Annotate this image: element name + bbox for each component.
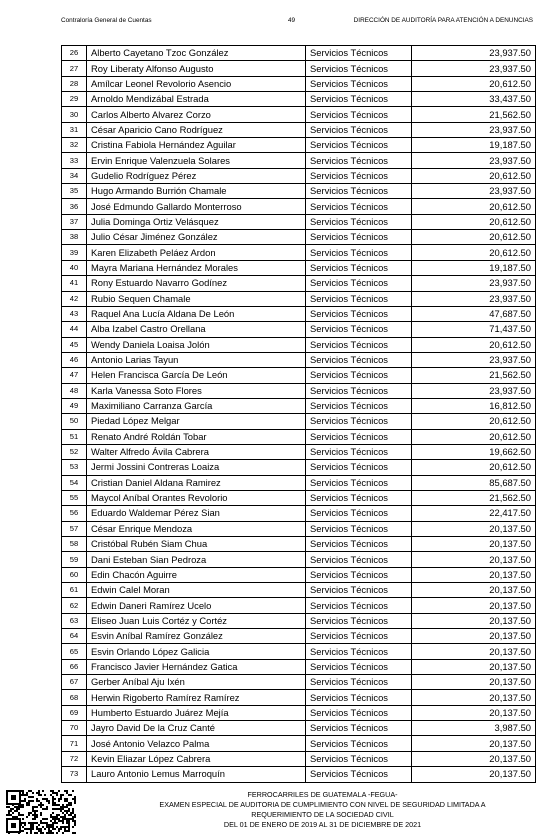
table-row (62, 398, 536, 413)
table-row (62, 613, 536, 628)
payment-amount: 23,937.50 (412, 276, 536, 291)
row-number: 44 (62, 322, 87, 337)
row-number: 61 (62, 583, 87, 598)
employee-name: Rubio Sequen Chamale (87, 291, 306, 306)
service-type: Servicios Técnicos (306, 184, 412, 199)
employee-name: Rony Estuardo Navarro Godínez (87, 276, 306, 291)
row-number: 33 (62, 153, 87, 168)
row-number: 69 (62, 705, 87, 720)
table-row (62, 537, 536, 552)
table-row (62, 475, 536, 490)
employee-name: Alba Izabel Castro Orellana (87, 322, 306, 337)
service-type: Servicios Técnicos (306, 138, 412, 153)
row-number: 36 (62, 199, 87, 214)
row-number: 48 (62, 383, 87, 398)
table-row (62, 675, 536, 690)
payment-amount: 20,612.50 (412, 168, 536, 183)
service-type: Servicios Técnicos (306, 675, 412, 690)
row-number: 65 (62, 644, 87, 659)
employee-name: Ervin Enrique Valenzuela Solares (87, 153, 306, 168)
table-row (62, 583, 536, 598)
service-type: Servicios Técnicos (306, 245, 412, 260)
employee-name: Edin Chacón Aguirre (87, 567, 306, 582)
row-number: 45 (62, 337, 87, 352)
service-type: Servicios Técnicos (306, 490, 412, 505)
employee-name: Dani Esteban Sian Pedroza (87, 552, 306, 567)
payment-amount: 23,937.50 (412, 383, 536, 398)
service-type: Servicios Técnicos (306, 61, 412, 76)
payment-amount: 20,612.50 (412, 414, 536, 429)
table-row (62, 260, 536, 275)
payment-amount: 20,137.50 (412, 583, 536, 598)
employee-name: César Enrique Mendoza (87, 521, 306, 536)
document-footer (100, 790, 545, 830)
employee-name: Renato André Roldán Tobar (87, 429, 306, 444)
employee-name: Antonio Larias Tayun (87, 352, 306, 367)
table-row (62, 490, 536, 505)
table-row (62, 598, 536, 613)
payment-amount: 20,612.50 (412, 199, 536, 214)
row-number: 49 (62, 398, 87, 413)
table-row (62, 61, 536, 76)
row-number: 51 (62, 429, 87, 444)
table-row (62, 736, 536, 751)
payment-amount: 21,562.50 (412, 368, 536, 383)
table-row (62, 76, 536, 91)
row-number: 67 (62, 675, 87, 690)
payment-amount: 23,937.50 (412, 291, 536, 306)
footer-entity: FERROCARRILES DE GUATEMALA -FEGUA- (247, 790, 398, 799)
row-number: 34 (62, 168, 87, 183)
table-row (62, 629, 536, 644)
table-row (62, 521, 536, 536)
employee-name: Raquel Ana Lucía Aldana De León (87, 306, 306, 321)
service-type: Servicios Técnicos (306, 230, 412, 245)
table-row (62, 506, 536, 521)
table-row (62, 214, 536, 229)
payment-amount: 20,137.50 (412, 521, 536, 536)
table-row (62, 92, 536, 107)
table-row (62, 184, 536, 199)
payment-amount: 19,662.50 (412, 444, 536, 459)
payment-amount: 23,937.50 (412, 61, 536, 76)
payment-amount: 20,137.50 (412, 598, 536, 613)
table-row (62, 199, 536, 214)
service-type: Servicios Técnicos (306, 352, 412, 367)
table-row (62, 567, 536, 582)
page-number: 49 (288, 17, 296, 24)
table-row (62, 46, 536, 61)
service-type: Servicios Técnicos (306, 368, 412, 383)
row-number: 66 (62, 659, 87, 674)
table-row (62, 153, 536, 168)
service-type: Servicios Técnicos (306, 629, 412, 644)
payment-amount: 20,612.50 (412, 76, 536, 91)
employee-name: Francisco Javier Hernández Gatica (87, 659, 306, 674)
table-row (62, 230, 536, 245)
payment-amount: 19,187.50 (412, 138, 536, 153)
payment-amount: 20,137.50 (412, 751, 536, 766)
service-type: Servicios Técnicos (306, 690, 412, 705)
service-type: Servicios Técnicos (306, 598, 412, 613)
employee-name: Amílcar Leonel Revolorio Asencio (87, 76, 306, 91)
table-row (62, 383, 536, 398)
payment-amount: 20,137.50 (412, 675, 536, 690)
service-type: Servicios Técnicos (306, 46, 412, 61)
service-type: Servicios Técnicos (306, 736, 412, 751)
row-number: 38 (62, 230, 87, 245)
table-row (62, 337, 536, 352)
employee-name: Alberto Cayetano Tzoc González (87, 46, 306, 61)
service-type: Servicios Técnicos (306, 460, 412, 475)
payment-amount: 20,137.50 (412, 537, 536, 552)
employee-name: Esvin Aníbal Ramírez González (87, 629, 306, 644)
row-number: 63 (62, 613, 87, 628)
payment-amount: 22,417.50 (412, 506, 536, 521)
employee-name: Karla Vanessa Soto Flores (87, 383, 306, 398)
table-row (62, 705, 536, 720)
employee-name: Mayra Mariana Hernández Morales (87, 260, 306, 275)
payment-amount: 85,687.50 (412, 475, 536, 490)
service-type: Servicios Técnicos (306, 92, 412, 107)
employee-name: Humberto Estuardo Juárez Mejía (87, 705, 306, 720)
row-number: 55 (62, 490, 87, 505)
payment-amount: 23,937.50 (412, 153, 536, 168)
footer-period: DEL 01 DE ENERO DE 2019 AL 31 DE DICIEMBRE DE 2021 (223, 820, 422, 829)
employee-name: Hugo Armando Burrión Chamale (87, 184, 306, 199)
table-row (62, 245, 536, 260)
row-number: 27 (62, 61, 87, 76)
table-row (62, 138, 536, 153)
service-type: Servicios Técnicos (306, 705, 412, 720)
payment-amount: 23,937.50 (412, 122, 536, 137)
table-row (62, 352, 536, 367)
service-type: Servicios Técnicos (306, 306, 412, 321)
table-row (62, 414, 536, 429)
payment-amount: 47,687.50 (412, 306, 536, 321)
row-number: 73 (62, 767, 87, 782)
service-type: Servicios Técnicos (306, 751, 412, 766)
table-row (62, 690, 536, 705)
payment-amount: 3,987.50 (412, 721, 536, 736)
employee-name: Herwin Rigoberto Ramírez Ramírez (87, 690, 306, 705)
service-type: Servicios Técnicos (306, 613, 412, 628)
table-row (62, 107, 536, 122)
row-number: 60 (62, 567, 87, 582)
employee-name: José Antonio Velazco Palma (87, 736, 306, 751)
row-number: 40 (62, 260, 87, 275)
table-row (62, 721, 536, 736)
payment-amount: 71,437.50 (412, 322, 536, 337)
employee-name: Arnoldo Mendizábal Estrada (87, 92, 306, 107)
payment-amount: 19,187.50 (412, 260, 536, 275)
payment-amount: 21,562.50 (412, 107, 536, 122)
service-type: Servicios Técnicos (306, 583, 412, 598)
employee-name: Julia Dominga Ortiz Velásquez (87, 214, 306, 229)
row-number: 41 (62, 276, 87, 291)
service-type: Servicios Técnicos (306, 122, 412, 137)
table-row (62, 429, 536, 444)
service-type: Servicios Técnicos (306, 552, 412, 567)
employee-name: Wendy Daniela Loaisa Jolón (87, 337, 306, 352)
table-row (62, 276, 536, 291)
employee-name: Julio César Jiménez González (87, 230, 306, 245)
employee-name: Carlos Alberto Alvarez Corzo (87, 107, 306, 122)
row-number: 53 (62, 460, 87, 475)
qr-code (6, 790, 76, 834)
department-name: DIRECCIÓN DE AUDITORÍA PARA ATENCIÓN A DENUNCIAS (353, 17, 533, 24)
payment-amount: 20,137.50 (412, 567, 536, 582)
employee-name: Kevin Eliazar López Cabrera (87, 751, 306, 766)
payment-amount: 33,437.50 (412, 92, 536, 107)
service-type: Servicios Técnicos (306, 567, 412, 582)
employee-name: Esvin Orlando López Galicia (87, 644, 306, 659)
service-type: Servicios Técnicos (306, 659, 412, 674)
service-type: Servicios Técnicos (306, 214, 412, 229)
row-number: 56 (62, 506, 87, 521)
row-number: 29 (62, 92, 87, 107)
footer-requirement: REQUERIMIENTO DE LA SOCIEDAD CIVIL (251, 810, 394, 819)
table-row (62, 291, 536, 306)
payment-amount: 20,137.50 (412, 613, 536, 628)
row-number: 57 (62, 521, 87, 536)
employee-name: Edwin Calel Moran (87, 583, 306, 598)
service-type: Servicios Técnicos (306, 199, 412, 214)
institution-name: Contraloría General de Cuentas (61, 17, 152, 24)
employee-name: César Aparicio Cano Rodríguez (87, 122, 306, 137)
employee-name: Cristina Fabiola Hernández Aguilar (87, 138, 306, 153)
row-number: 35 (62, 184, 87, 199)
footer-audit-type: EXAMEN ESPECIAL DE AUDITORIA DE CUMPLIMIENTO CON NIVEL DE SEGURIDAD LIMITADA A (159, 800, 486, 809)
payment-amount: 21,562.50 (412, 490, 536, 505)
service-type: Servicios Técnicos (306, 721, 412, 736)
employee-name: Maximiliano Carranza García (87, 398, 306, 413)
row-number: 32 (62, 138, 87, 153)
service-type: Servicios Técnicos (306, 521, 412, 536)
payment-amount: 20,612.50 (412, 337, 536, 352)
service-type: Servicios Técnicos (306, 398, 412, 413)
payment-amount: 20,612.50 (412, 429, 536, 444)
payment-amount: 20,137.50 (412, 629, 536, 644)
payment-amount: 20,612.50 (412, 230, 536, 245)
payment-amount: 23,937.50 (412, 46, 536, 61)
service-type: Servicios Técnicos (306, 537, 412, 552)
service-type: Servicios Técnicos (306, 322, 412, 337)
employee-name: Maycol Aníbal Orantes Revolorio (87, 490, 306, 505)
payment-amount: 20,137.50 (412, 659, 536, 674)
table-row (62, 751, 536, 766)
row-number: 64 (62, 629, 87, 644)
employee-name: Helen Francisca García De León (87, 368, 306, 383)
row-number: 31 (62, 122, 87, 137)
table-row (62, 767, 536, 782)
service-type: Servicios Técnicos (306, 153, 412, 168)
payment-amount: 20,612.50 (412, 245, 536, 260)
service-type: Servicios Técnicos (306, 444, 412, 459)
service-type: Servicios Técnicos (306, 506, 412, 521)
table-row (62, 168, 536, 183)
employee-name: Lauro Antonio Lemus Marroquín (87, 767, 306, 782)
row-number: 58 (62, 537, 87, 552)
employee-name: Jayro David De la Cruz Canté (87, 721, 306, 736)
service-type: Servicios Técnicos (306, 107, 412, 122)
row-number: 43 (62, 306, 87, 321)
payment-amount: 20,137.50 (412, 644, 536, 659)
employee-name: Gudelio Rodríguez Pérez (87, 168, 306, 183)
employee-name: Cristian Daniel Aldana Ramirez (87, 475, 306, 490)
row-number: 47 (62, 368, 87, 383)
row-number: 72 (62, 751, 87, 766)
row-number: 50 (62, 414, 87, 429)
row-number: 70 (62, 721, 87, 736)
row-number: 42 (62, 291, 87, 306)
service-type: Servicios Técnicos (306, 291, 412, 306)
row-number: 52 (62, 444, 87, 459)
service-type: Servicios Técnicos (306, 383, 412, 398)
table-row (62, 322, 536, 337)
employee-name: Walter Alfredo Ávila Cabrera (87, 444, 306, 459)
table-row (62, 659, 536, 674)
table-row (62, 306, 536, 321)
payments-table (61, 45, 536, 783)
table-row (62, 644, 536, 659)
row-number: 68 (62, 690, 87, 705)
payment-amount: 16,812.50 (412, 398, 536, 413)
table-row (62, 122, 536, 137)
employee-name: Jermi Jossini Contreras Loaiza (87, 460, 306, 475)
service-type: Servicios Técnicos (306, 414, 412, 429)
service-type: Servicios Técnicos (306, 260, 412, 275)
row-number: 71 (62, 736, 87, 751)
employee-name: Edwin Daneri Ramírez Ucelo (87, 598, 306, 613)
payment-amount: 20,137.50 (412, 705, 536, 720)
service-type: Servicios Técnicos (306, 644, 412, 659)
row-number: 37 (62, 214, 87, 229)
employee-name: Eliseo Juan Luis Cortéz y Cortéz (87, 613, 306, 628)
employee-name: José Edmundo Gallardo Monterroso (87, 199, 306, 214)
service-type: Servicios Técnicos (306, 276, 412, 291)
table-row (62, 552, 536, 567)
row-number: 26 (62, 46, 87, 61)
service-type: Servicios Técnicos (306, 767, 412, 782)
payment-amount: 20,137.50 (412, 552, 536, 567)
row-number: 59 (62, 552, 87, 567)
row-number: 28 (62, 76, 87, 91)
row-number: 46 (62, 352, 87, 367)
payment-amount: 20,612.50 (412, 214, 536, 229)
table-row (62, 460, 536, 475)
payment-amount: 20,137.50 (412, 767, 536, 782)
service-type: Servicios Técnicos (306, 168, 412, 183)
service-type: Servicios Técnicos (306, 337, 412, 352)
payments-table-body (62, 46, 536, 783)
row-number: 39 (62, 245, 87, 260)
employee-name: Karen Elizabeth Peláez Ardon (87, 245, 306, 260)
employee-name: Eduardo Waldemar Pérez Sian (87, 506, 306, 521)
payment-amount: 23,937.50 (412, 184, 536, 199)
service-type: Servicios Técnicos (306, 429, 412, 444)
payment-amount: 20,137.50 (412, 690, 536, 705)
table-row (62, 444, 536, 459)
employee-name: Gerber Aníbal Aju Ixén (87, 675, 306, 690)
payment-amount: 23,937.50 (412, 352, 536, 367)
service-type: Servicios Técnicos (306, 475, 412, 490)
service-type: Servicios Técnicos (306, 76, 412, 91)
payment-amount: 20,137.50 (412, 736, 536, 751)
table-row (62, 368, 536, 383)
page-header (0, 17, 545, 29)
row-number: 62 (62, 598, 87, 613)
row-number: 30 (62, 107, 87, 122)
payment-amount: 20,612.50 (412, 460, 536, 475)
employee-name: Roy Liberaty Alfonso Augusto (87, 61, 306, 76)
employee-name: Piedad López Melgar (87, 414, 306, 429)
row-number: 54 (62, 475, 87, 490)
employee-name: Cristóbal Rubén Siam Chua (87, 537, 306, 552)
